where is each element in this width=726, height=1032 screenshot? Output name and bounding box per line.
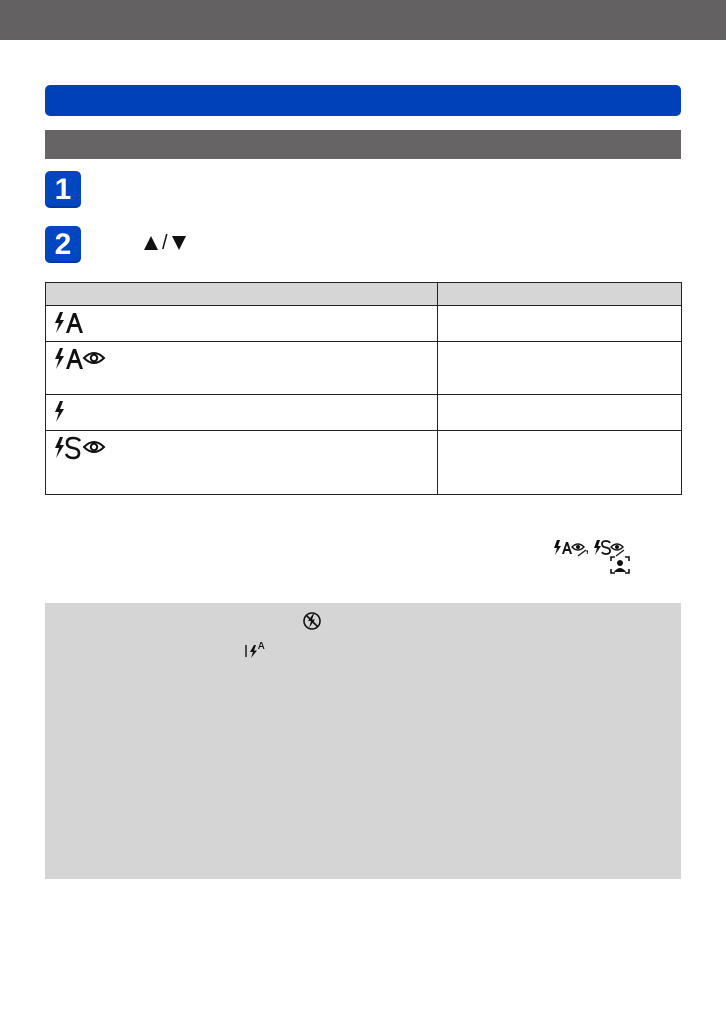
- note-mode-icons: [552, 538, 682, 576]
- table-row: [46, 342, 682, 395]
- flash-mode-table: [45, 282, 682, 495]
- notes-panel: [45, 603, 681, 879]
- note-icon-separator: ,: [585, 539, 590, 556]
- step-1-badge: [45, 171, 81, 208]
- table-cell-description: [438, 395, 682, 431]
- flash-slow-sync-red-eye-icon: [52, 436, 116, 462]
- table-cell-mode: [46, 395, 438, 431]
- section-title-bar: [45, 85, 681, 116]
- flash-forced-on-icon: [52, 400, 68, 426]
- table-cell-description: [438, 431, 682, 495]
- flash-auto-icon: [52, 311, 92, 337]
- table-header-row: [46, 283, 682, 306]
- flash-off-circle-icon: [302, 611, 322, 631]
- table-cell-description: [438, 342, 682, 395]
- arrow-separator: /: [162, 232, 168, 254]
- table-row: [46, 431, 682, 495]
- face-detection-icon: [610, 556, 630, 574]
- table-row: [46, 395, 682, 431]
- table-header-cell-description: [438, 283, 682, 306]
- table-header-cell-mode: [46, 283, 438, 306]
- up-down-arrow-keys: [143, 232, 187, 254]
- step-2-badge: [45, 226, 81, 263]
- flash-auto-small-icon: [245, 641, 267, 659]
- page-header-bar: [0, 0, 726, 40]
- table-cell-mode: [46, 306, 438, 342]
- up-triangle-icon: [143, 235, 159, 251]
- table-row: [46, 306, 682, 342]
- step-1-number: 1: [54, 173, 72, 206]
- down-triangle-icon: [171, 235, 187, 251]
- table-cell-mode: [46, 342, 438, 395]
- flash-auto-red-eye-icon: [52, 347, 116, 373]
- step-2-number: 2: [54, 228, 72, 261]
- table-cell-description: [438, 306, 682, 342]
- table-cell-mode: [46, 431, 438, 495]
- subsection-title-bar: [45, 130, 681, 159]
- flash-auto-red-eye-small-icon: [552, 540, 588, 558]
